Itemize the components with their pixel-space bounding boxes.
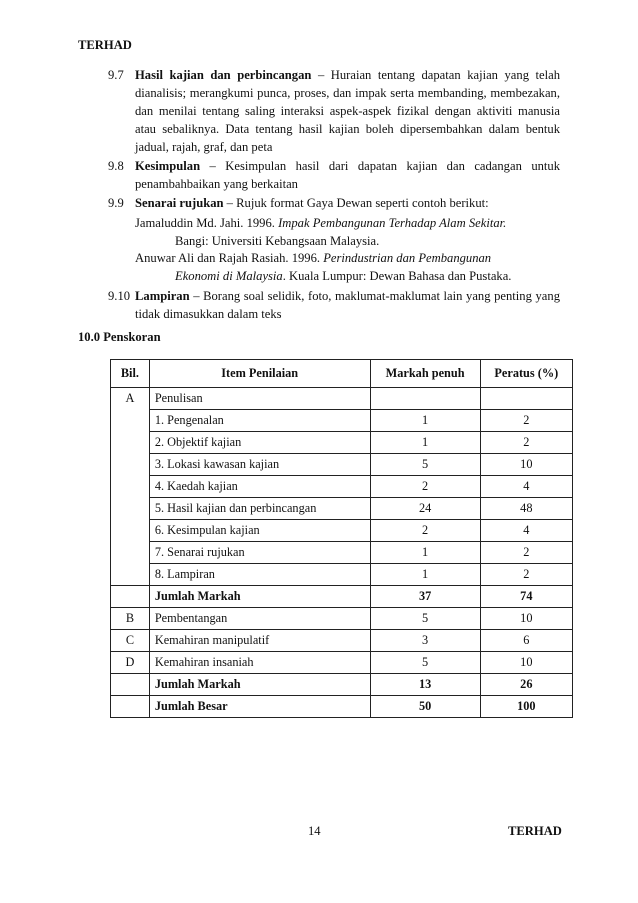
- cell-grand-label: Jumlah Besar: [149, 696, 370, 718]
- section-body: [135, 194, 560, 212]
- cell-bil: B: [111, 608, 150, 630]
- table-row: [111, 520, 573, 542]
- reference-title: Impak Pembangunan Terhadap Alam Sekitar.: [278, 216, 507, 230]
- section-text: – Borang soal selidik, foto, maklumat-maklumat lain yang penting yang tidak dimasukkan dalam teks: [135, 289, 560, 321]
- cell-peratus: 6: [480, 630, 572, 652]
- section-text: – Huraian tentang dapatan kajian yang telah dianalisis; merangkumi punca, proses, dan impak serta membanding, membezakan, dan menilai tentang saling interaksi aspek-aspek fizikal dengan aktiviti manusia atau sebaliknya. Data tentang hasil kajian boleh dipersembahkan dalam bentuk jadual, rajah, graf, dan peta: [135, 68, 561, 154]
- section-body: [135, 157, 560, 193]
- cell-markah: [370, 388, 480, 410]
- reference-title-cont: Ekonomi di Malaysia: [175, 269, 283, 283]
- cell-peratus: 48: [480, 498, 572, 520]
- cell-markah: 5: [370, 652, 480, 674]
- cell-total-markah: 37: [370, 586, 480, 608]
- cell-peratus: 4: [480, 476, 572, 498]
- reference-author: Anuwar Ali dan Rajah Rasiah. 1996.: [135, 251, 324, 265]
- footer-classification: TERHAD: [508, 824, 562, 838]
- cell-item: 5. Hasil kajian dan perbincangan: [149, 498, 370, 520]
- table-row: [111, 542, 573, 564]
- table-row: [111, 564, 573, 586]
- table-row: [111, 498, 573, 520]
- cell-markah: 24: [370, 498, 480, 520]
- reference-publisher: . Kuala Lumpur: Dewan Bahasa dan Pustaka.: [282, 269, 512, 283]
- table-row: [111, 454, 573, 476]
- table-row: [111, 630, 573, 652]
- section-body: [135, 287, 560, 323]
- cell-bil: A: [111, 388, 150, 410]
- section-9-8: [108, 157, 560, 193]
- cell-item: 8. Lampiran: [149, 564, 370, 586]
- cell-bil: D: [111, 652, 150, 674]
- table-row: [111, 608, 573, 630]
- reference-title: Perindustrian dan Pembangunan: [323, 251, 492, 265]
- cell-total-peratus: 74: [480, 586, 572, 608]
- cell-item: 1. Pengenalan: [149, 410, 370, 432]
- section-body: [135, 66, 560, 156]
- cell-item: 3. Lokasi kawasan kajian: [149, 454, 370, 476]
- cell-peratus: 10: [480, 608, 572, 630]
- reference-2: [135, 249, 565, 285]
- section-9-9: [108, 194, 560, 212]
- table-header-row: [111, 360, 573, 388]
- cell-markah: 1: [370, 564, 480, 586]
- reference-author: Jamaluddin Md. Jahi. 1996.: [135, 216, 279, 230]
- cell-grand-markah: 50: [370, 696, 480, 718]
- header-item: Item Penilaian: [149, 360, 370, 388]
- table-row: [111, 410, 573, 432]
- cell-grand-peratus: 100: [480, 696, 572, 718]
- reference-1: [135, 214, 565, 250]
- cell-peratus: 2: [480, 542, 572, 564]
- cell-peratus: 4: [480, 520, 572, 542]
- cell-item: Kemahiran manipulatif: [149, 630, 370, 652]
- cell-item: 7. Senarai rujukan: [149, 542, 370, 564]
- total-row: [111, 674, 573, 696]
- section-number: 9.9: [108, 196, 124, 210]
- cell-item: Kemahiran insaniah: [149, 652, 370, 674]
- cell-markah: 3: [370, 630, 480, 652]
- cell-markah: 1: [370, 410, 480, 432]
- cell-markah: 2: [370, 476, 480, 498]
- section-text: – Rujuk format Gaya Dewan seperti contoh berikut:: [223, 196, 489, 210]
- section-text: – Kesimpulan hasil dari dapatan kajian dan cadangan untuk penambahbaikan yang berkaitan: [135, 159, 560, 191]
- section-heading-penskoran: 10.0 Penskoran: [78, 330, 161, 344]
- cell-total-label: Jumlah Markah: [149, 674, 370, 696]
- cell-item: Penulisan: [149, 388, 370, 410]
- cell-peratus: 10: [480, 652, 572, 674]
- section-title: Senarai rujukan: [135, 196, 224, 210]
- cell-item: 4. Kaedah kajian: [149, 476, 370, 498]
- section-number: 9.7: [108, 68, 124, 82]
- table-row: [111, 652, 573, 674]
- header-markah: Markah penuh: [370, 360, 480, 388]
- cell-markah: 1: [370, 432, 480, 454]
- table-row: [111, 432, 573, 454]
- cell-peratus: 2: [480, 564, 572, 586]
- cell-total-markah: 13: [370, 674, 480, 696]
- header-bil: Bil.: [111, 360, 150, 388]
- cell-markah: 2: [370, 520, 480, 542]
- cell-total-peratus: 26: [480, 674, 572, 696]
- section-9-7: [108, 66, 560, 156]
- cell-peratus: 2: [480, 410, 572, 432]
- cell-bil: C: [111, 630, 150, 652]
- cell-peratus: 10: [480, 454, 572, 476]
- section-title: Kesimpulan: [135, 159, 201, 173]
- cell-peratus: 2: [480, 432, 572, 454]
- cell-peratus: [480, 388, 572, 410]
- section-number: 9.10: [108, 289, 131, 303]
- reference-publisher: Bangi: Universiti Kebangsaan Malaysia.: [175, 234, 380, 248]
- table-row: [111, 476, 573, 498]
- page-number: 14: [308, 824, 321, 838]
- cell-markah: 5: [370, 454, 480, 476]
- table-row: [111, 388, 573, 410]
- cell-total-label: Jumlah Markah: [149, 586, 370, 608]
- cell-item: 2. Objektif kajian: [149, 432, 370, 454]
- section-number: 9.8: [108, 159, 124, 173]
- cell-markah: 1: [370, 542, 480, 564]
- header-classification: TERHAD: [78, 38, 132, 52]
- total-row: [111, 586, 573, 608]
- scoring-table: [110, 359, 573, 718]
- section-title: Lampiran: [135, 289, 190, 303]
- cell-item: 6. Kesimpulan kajian: [149, 520, 370, 542]
- section-9-10: [108, 287, 560, 323]
- section-title: Hasil kajian dan perbincangan: [135, 68, 312, 82]
- header-peratus: Peratus (%): [480, 360, 572, 388]
- cell-markah: 5: [370, 608, 480, 630]
- cell-item: Pembentangan: [149, 608, 370, 630]
- grand-total-row: [111, 696, 573, 718]
